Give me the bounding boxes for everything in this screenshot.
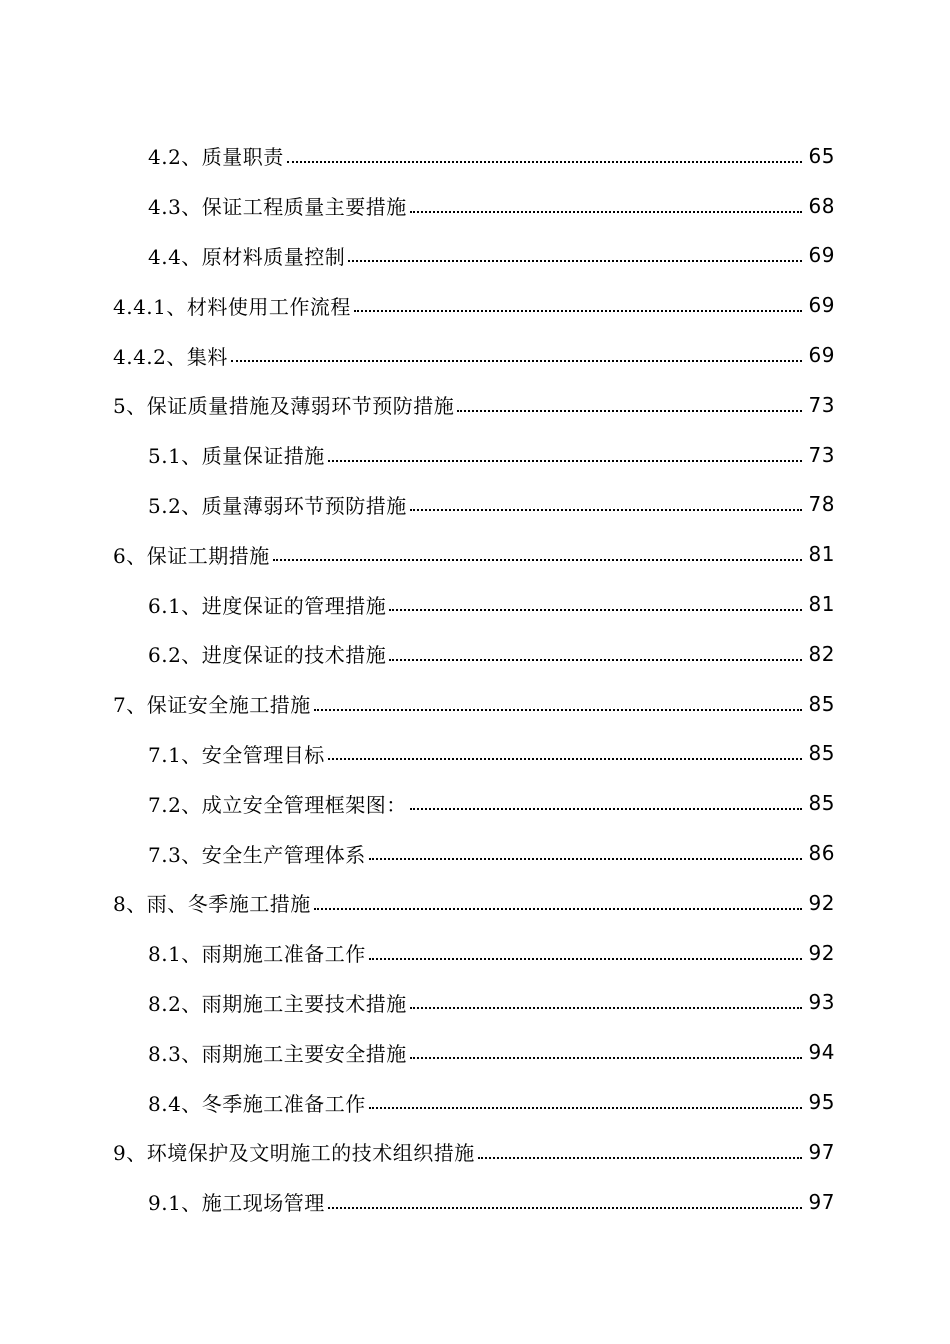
toc-entry-page: 69 [808,343,835,368]
table-of-contents [0,131,950,1227]
toc-entry[interactable] [0,1077,950,1127]
toc-dot-leader [314,908,802,910]
toc-entry-title: 7、保证安全施工措施 [113,693,311,718]
toc-entry-title: 4.4.1、材料使用工作流程 [113,294,351,319]
toc-dot-leader [273,559,802,561]
toc-entry-title: 8.2、雨期施工主要技术措施 [148,991,407,1016]
toc-dot-leader [389,659,802,661]
toc-entry[interactable] [0,330,950,380]
toc-entry-title: 8.3、雨期施工主要安全措施 [148,1041,407,1066]
toc-entry-page: 85 [808,691,835,716]
toc-entry[interactable] [0,1127,950,1177]
toc-entry[interactable] [0,1027,950,1077]
toc-entry-title: 7.2、成立安全管理框架图： [148,792,407,817]
toc-entry[interactable] [0,928,950,978]
toc-entry-title: 5、保证质量措施及薄弱环节预防措施 [113,394,455,419]
toc-entry[interactable] [0,629,950,679]
toc-entry-title: 6、保证工期措施 [113,543,270,568]
toc-entry-title: 8.4、冬季施工准备工作 [148,1091,366,1116]
toc-entry-page: 73 [808,442,835,467]
toc-entry[interactable] [0,878,950,928]
toc-dot-leader [478,1157,802,1159]
toc-entry[interactable] [0,729,950,779]
toc-entry-title: 7.1、安全管理目标 [148,742,325,767]
toc-entry-page: 92 [808,890,835,915]
toc-dot-leader [314,709,802,711]
toc-entry-page: 85 [808,791,835,816]
toc-dot-leader [410,1057,802,1059]
toc-entry-page: 69 [808,293,835,318]
toc-entry-page: 73 [808,392,835,417]
toc-entry-page: 68 [808,193,835,218]
toc-entry-title: 4.2、质量职责 [148,145,284,170]
toc-dot-leader [369,958,802,960]
toc-entry-page: 94 [808,1040,835,1065]
toc-entry-page: 93 [808,990,835,1015]
toc-entry-title: 9、环境保护及文明施工的技术组织措施 [113,1141,475,1166]
toc-dot-leader [410,509,802,511]
toc-entry[interactable] [0,978,950,1028]
toc-dot-leader [328,460,802,462]
toc-entry[interactable] [0,1177,950,1227]
toc-dot-leader [369,1107,802,1109]
toc-entry-page: 97 [808,1139,835,1164]
toc-entry-title: 5.1、质量保证措施 [148,444,325,469]
toc-entry-title: 6.2、进度保证的技术措施 [148,643,387,668]
toc-entry[interactable] [0,181,950,231]
toc-entry-title: 6.1、进度保证的管理措施 [148,593,387,618]
toc-entry-page: 78 [808,492,835,517]
toc-dot-leader [328,758,802,760]
toc-entry[interactable] [0,131,950,181]
toc-entry-page: 97 [808,1189,835,1214]
toc-entry[interactable] [0,778,950,828]
toc-entry[interactable] [0,828,950,878]
toc-dot-leader [328,1207,802,1209]
toc-entry-page: 81 [808,542,835,567]
toc-entry-title: 4.4.2、集料 [113,344,228,369]
toc-entry[interactable] [0,430,950,480]
toc-entry-title: 5.2、质量薄弱环节预防措施 [148,493,407,518]
toc-entry[interactable] [0,380,950,430]
toc-entry[interactable] [0,280,950,330]
toc-dot-leader [457,410,802,412]
toc-entry-page: 95 [808,1090,835,1115]
toc-entry-title: 4.3、保证工程质量主要措施 [148,195,407,220]
toc-entry-page: 85 [808,741,835,766]
toc-entry-title: 8.1、雨期施工准备工作 [148,942,366,967]
toc-entry-page: 69 [808,243,835,268]
toc-dot-leader [348,260,802,262]
toc-entry[interactable] [0,231,950,281]
toc-entry[interactable] [0,480,950,530]
toc-dot-leader [369,858,802,860]
toc-entry-page: 81 [808,592,835,617]
toc-dot-leader [231,360,802,362]
toc-dot-leader [287,161,802,163]
toc-entry[interactable] [0,529,950,579]
toc-entry-title: 8、雨、冬季施工措施 [113,892,311,917]
toc-entry-page: 86 [808,841,835,866]
toc-dot-leader [354,310,802,312]
toc-dot-leader [410,808,802,810]
toc-entry[interactable] [0,679,950,729]
toc-entry-title: 4.4、原材料质量控制 [148,244,346,269]
toc-entry-title: 9.1、施工现场管理 [148,1191,325,1216]
toc-dot-leader [410,1007,802,1009]
toc-dot-leader [389,609,802,611]
toc-entry-page: 82 [808,641,835,666]
toc-entry[interactable] [0,579,950,629]
toc-entry-page: 92 [808,940,835,965]
toc-entry-page: 65 [808,143,835,168]
toc-entry-title: 7.3、安全生产管理体系 [148,842,366,867]
toc-dot-leader [410,211,802,213]
